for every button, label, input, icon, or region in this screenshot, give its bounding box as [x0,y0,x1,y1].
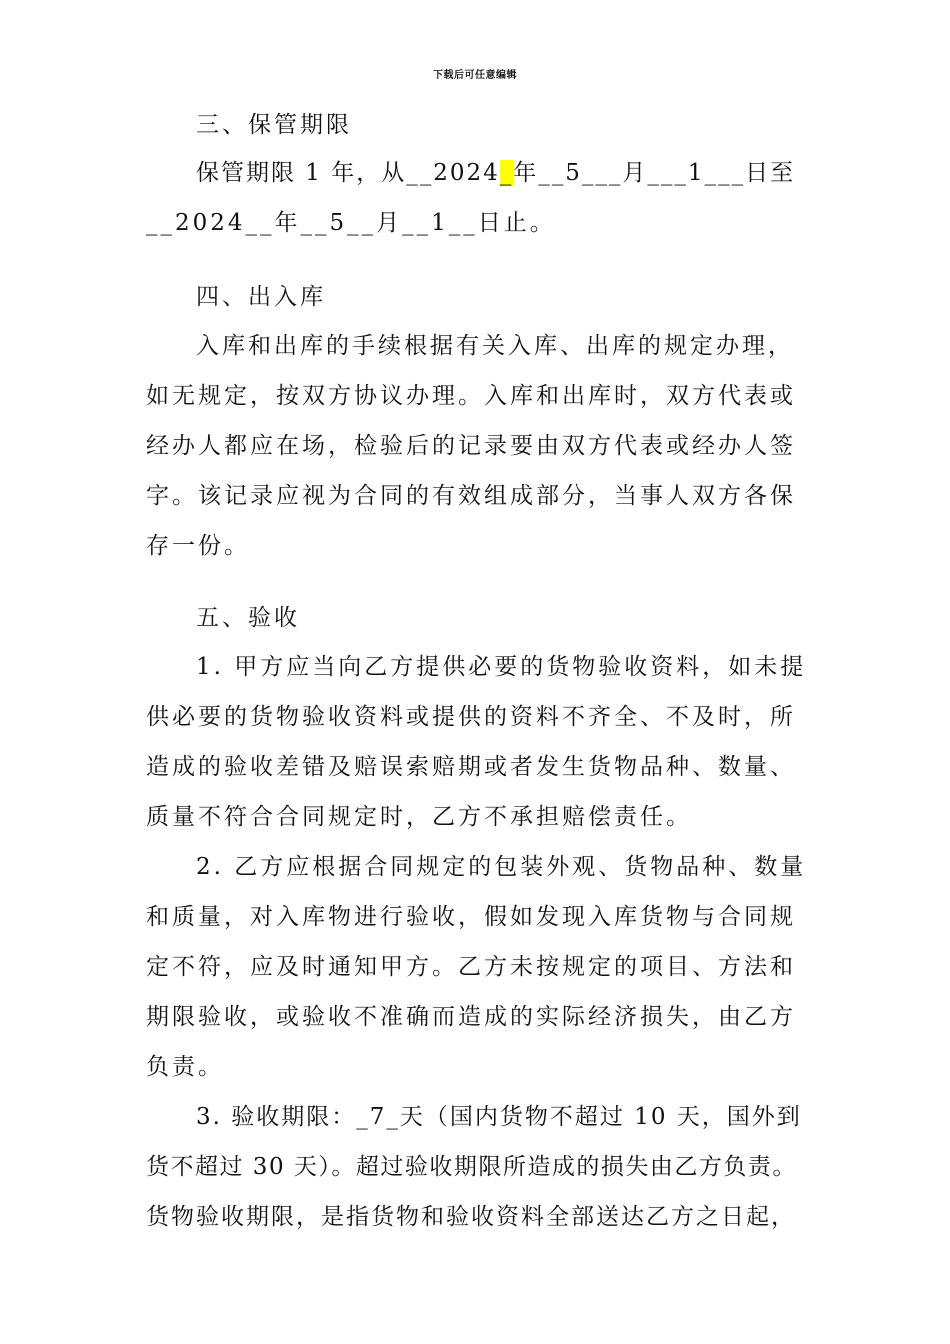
text-segment: 保管期限 1 年，从__2024 [196,160,500,186]
paragraph-line: 3. 验收期限：_7_天（国内货物不超过 10 天，国外到 [196,1104,802,1130]
paragraph-line: 期限验收，或验收不准确而造成的实际经济损失，由乙方 [146,1004,796,1030]
section-heading-inspection: 五、验收 [196,605,300,631]
paragraph-line: __2024__年__5__月__1__日止。 [146,210,556,236]
paragraph-line: 和质量，对入库物进行验收，假如发现入库货物与合同规 [146,904,796,930]
paragraph-line: 经办人都应在场，检验后的记录要由双方代表或经办人签 [146,433,796,459]
section-heading-storage-period: 三、保管期限 [196,112,352,138]
paragraph-line: 字。该记录应视为合同的有效组成部分，当事人双方各保 [146,483,796,509]
paragraph-line: 存一份。 [146,533,250,559]
section-heading-warehousing: 四、出入库 [196,284,326,310]
paragraph-line: 1. 甲方应当向乙方提供必要的货物验收资料，如未提 [196,654,807,680]
paragraph-line: 负责。 [146,1054,224,1080]
text-segment: 年__5___月___1___日至 [513,160,796,186]
paragraph-line: 入库和出库的手续根据有关入库、出库的规定办理， [196,333,794,359]
paragraph-line: 2. 乙方应根据合同规定的包装外观、货物品种、数量 [196,854,807,880]
page-header: 下载后可任意编辑 [433,70,517,81]
paragraph-line: 供必要的货物验收资料或提供的资料不齐全、不及时，所 [146,704,796,730]
paragraph-line: 如无规定，按双方协议办理。入库和出库时，双方代表或 [146,383,796,409]
paragraph-line: 货不超过 30 天）。超过验收期限所造成的损失由乙方负责。 [146,1154,797,1180]
paragraph-line: 定不符，应及时通知甲方。乙方未按规定的项目、方法和 [146,954,796,980]
paragraph-line: 造成的验收差错及赔误索赔期或者发生货物品种、数量、 [146,754,796,780]
highlighted-text: _ [499,160,514,186]
paragraph-line: 质量不符合合同规定时，乙方不承担赔偿责任。 [146,804,692,830]
paragraph-line: 货物验收期限，是指货物和验收资料全部送达乙方之日起， [146,1204,796,1230]
paragraph-line [196,158,795,188]
